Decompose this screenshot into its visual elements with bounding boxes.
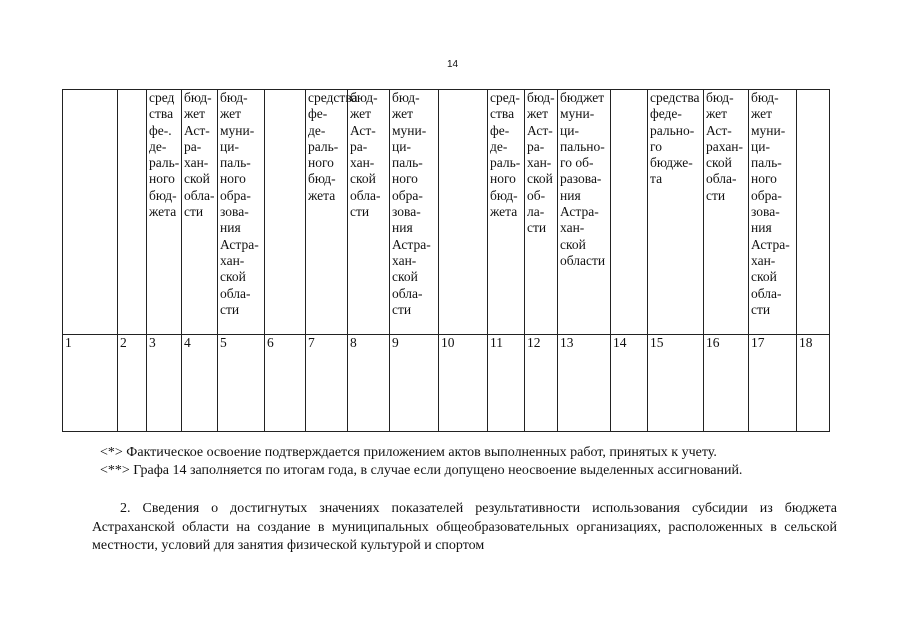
table-header-cell: [182, 90, 218, 335]
table-header-cell: [147, 90, 182, 335]
footnote-actual-spending: <*> Фактическое освоение подтверждается приложением актов выполненных работ, принятых к учету.: [100, 445, 717, 460]
table-header-cell: [265, 90, 306, 335]
column-number-cell: 11: [488, 335, 525, 432]
column-number-cell: 8: [348, 335, 390, 432]
table-header-row: [63, 90, 830, 335]
table-header-cell: [390, 90, 439, 335]
report-table: [62, 89, 830, 432]
table-header-cell: [306, 90, 358, 335]
section-heading: [92, 500, 837, 556]
column-number-cell: 16: [704, 335, 749, 432]
table-header-cell: [439, 90, 488, 335]
table-header-cell: [525, 90, 558, 335]
column-number-cell: 12: [525, 335, 558, 432]
column-number-cell: 3: [147, 335, 182, 432]
column-number-cell: 15: [648, 335, 704, 432]
table-header-cell: [797, 90, 830, 335]
header-text: бюд- жет муни- ци- паль- ного обра- зова- ния Астра- хан- ской обла- сти: [392, 90, 431, 317]
column-number-cell: 6: [265, 335, 306, 432]
column-number-row: [63, 335, 830, 432]
column-number-cell: 10: [439, 335, 488, 432]
column-number-cell: 1: [63, 335, 118, 432]
footnotes: [100, 444, 840, 480]
header-text: бюд- жет Аст- ра- хан- ской обла- сти: [350, 90, 381, 220]
column-number-cell: 4: [182, 335, 218, 432]
column-number-cell: 13: [558, 335, 611, 432]
column-number-cell: 7: [306, 335, 348, 432]
table-header-cell: [488, 90, 525, 335]
table-header-cell: [348, 90, 390, 335]
column-number-cell: 5: [218, 335, 265, 432]
header-text: бюд- жет Аст- ра- хан- ской об- ла- сти: [527, 90, 555, 236]
page-number: 14: [446, 59, 459, 70]
header-text: бюд- жет Аст- ра- хан- ской обла- сти: [184, 90, 215, 220]
header-text: сред- ства фе- де- раль- ного бюд- жета: [490, 90, 521, 220]
footnote-column-14: <**> Графа 14 заполняется по итогам года, в случае если допущено неосвоение выделенных ассигнований.: [100, 463, 743, 478]
column-number-cell: 18: [797, 335, 830, 432]
column-number-cell: 17: [749, 335, 797, 432]
table-header-cell: [218, 90, 265, 335]
table-header-cell: [749, 90, 797, 335]
column-number-cell: 9: [390, 335, 439, 432]
header-text: бюд- жет Аст- рахан- ской обла- сти: [706, 90, 744, 203]
column-number-cell: 14: [611, 335, 648, 432]
table-header-cell: [648, 90, 704, 335]
header-text: средства фе- де- раль- ного бюд- жета: [308, 90, 358, 203]
header-text: средства феде- рально- го бюдже- та: [650, 90, 700, 187]
table-header-cell: [63, 90, 118, 335]
header-text: бюд- жет муни- ци- паль- ного обра- зова- ния Астра- хан- ской обла- сти: [220, 90, 259, 317]
section-2-text: 2. Сведения о достигнутых значениях показателей результативности использования субсидии из бюджета Астраханской области на создание в муниципальных общеобразовательных организациях, расположенных в сельской местности, условий для занятия физической культурой и спортом: [92, 501, 837, 553]
table-header-cell: [611, 90, 648, 335]
table-header-cell: [704, 90, 749, 335]
header-text: сред ства фе-. де- раль- ного бюд- жета: [149, 90, 180, 220]
header-text: бюд- жет муни- ци- паль- ного обра- зова- ния Астра- хан- ской обла- сти: [751, 90, 790, 317]
table-header-cell: [118, 90, 147, 335]
table-header-cell: [558, 90, 611, 335]
column-number-cell: 2: [118, 335, 147, 432]
header-text: бюджет муни- ци- пально- го об- разова- ния Астра- хан- ской области: [560, 90, 606, 268]
